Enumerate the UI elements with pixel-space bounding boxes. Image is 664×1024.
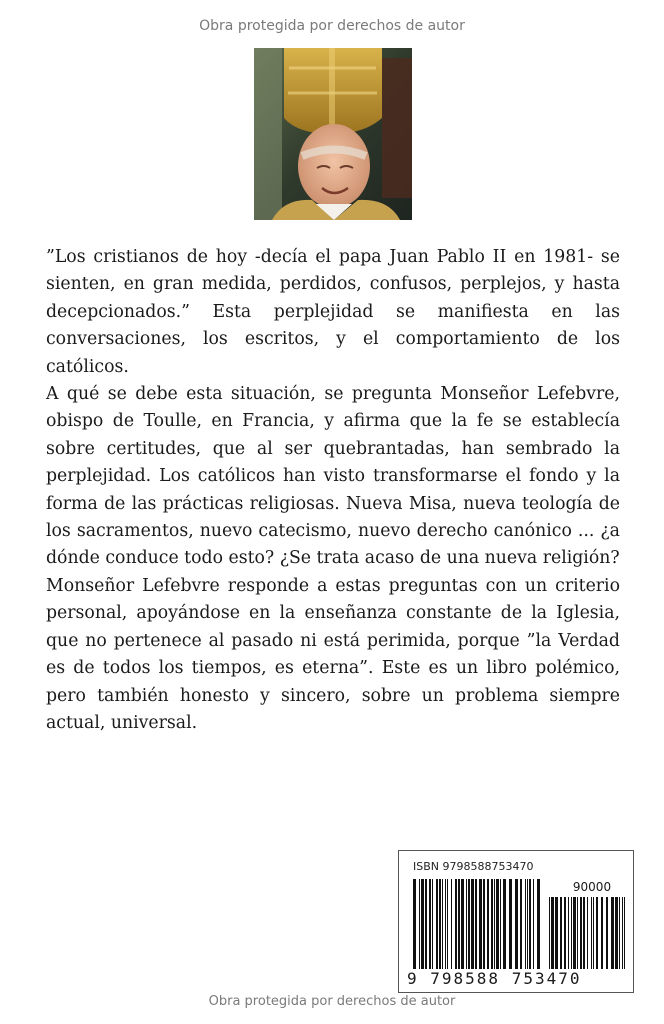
barcode-digits: 9 798588 753470 — [407, 969, 582, 988]
paragraph-2: A qué se debe esta situación, se pregunta Monseñor Lefebvre, obispo de Toulle, en Francia, y afirma que la fe se establecía sobre certitudes, que al ser quebrantadas, han sembrado la perplejidad. Los católicos han visto transformarse el fondo y la forma de las prácticas religiosas. Nueva Misa, nueva teología de los sacramentos, nuevo catecismo, nuevo derecho canónico ... ¿a dónde conduce todo esto? ¿Se trata acaso de una nueva religión? — [46, 384, 620, 569]
isbn-barcode — [398, 850, 634, 993]
watermark-bottom: Obra protegida por derechos de autor — [208, 994, 456, 1009]
watermark-top: Obra protegida por derechos de autor — [199, 18, 465, 34]
author-portrait-image — [254, 48, 412, 220]
back-cover-text — [46, 244, 620, 737]
isbn-label: ISBN 9798588753470 — [413, 860, 534, 873]
barcode-bars — [413, 879, 541, 969]
paragraph-1: ”Los cristianos de hoy -decía el papa Juan Pablo II en 1981- se sienten, en gran medida, perdidos, confusos, perplejos, y hasta decepcionados.” Esta perplejidad se manifiesta en las conversaciones, los escritos, y el comportamiento de los católicos. — [46, 247, 620, 377]
barcode-addon-number: 90000 — [572, 880, 612, 894]
paragraph-3: Monseñor Lefebvre responde a estas preguntas con un criterio personal, apoyándose en la enseñanza constante de la Iglesia, que no pertenece al pasado ni está perimida, porque ”la Verdad es de todos los tiempos, es eterna”. Este es un libro polémico, pero también honesto y sincero, sobre un problema siempre actual, universal. — [46, 575, 620, 733]
barcode-addon-bars — [549, 897, 627, 969]
